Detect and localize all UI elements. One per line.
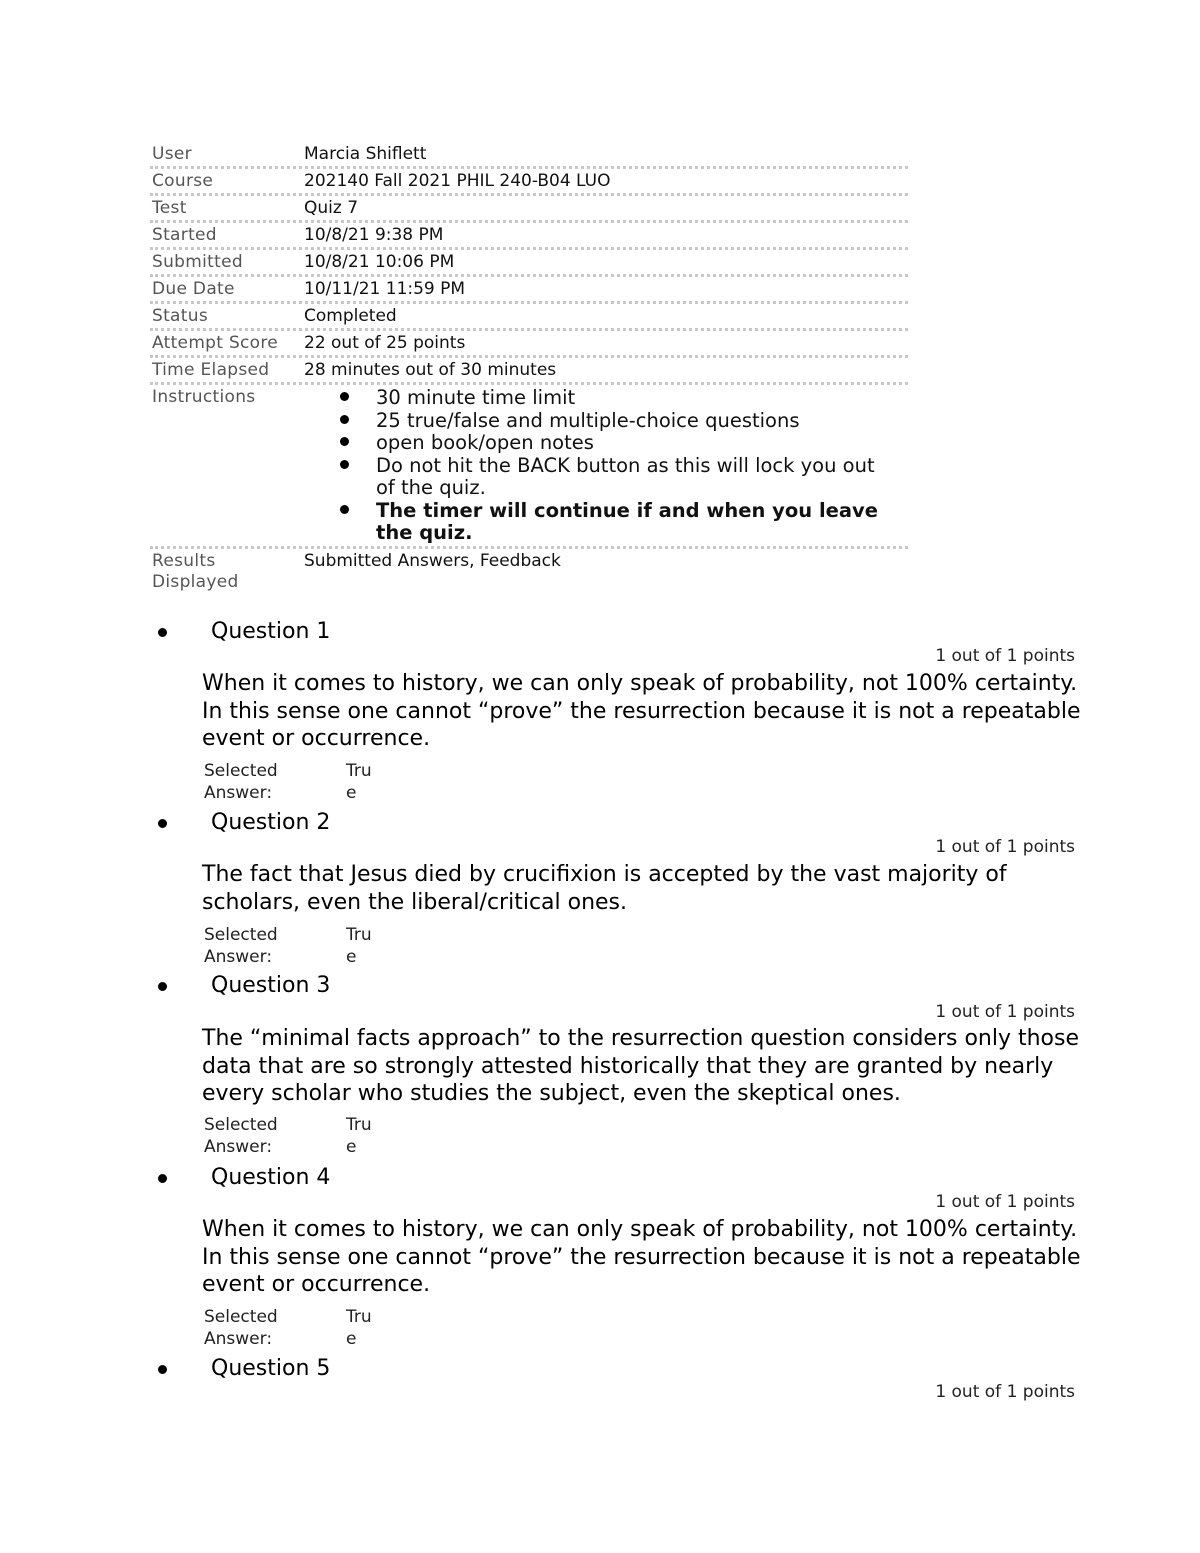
answer-value-line: Tru bbox=[346, 1307, 372, 1327]
question-header bbox=[158, 972, 330, 1000]
selected-answer-label bbox=[204, 1307, 346, 1350]
answer-value-line: Tru bbox=[346, 925, 372, 945]
selected-answer-label bbox=[204, 925, 346, 968]
summary-value: 202140 Fall 2021 PHIL 240-B04 LUO bbox=[304, 171, 611, 191]
bullet-icon bbox=[158, 819, 167, 828]
selected-answer bbox=[204, 1115, 380, 1158]
selected-answer bbox=[204, 925, 380, 968]
selected-answer-label bbox=[204, 761, 346, 804]
selected-answer-value bbox=[346, 925, 380, 968]
selected-answer bbox=[204, 1307, 380, 1350]
question-title: Question 1 bbox=[211, 619, 331, 644]
question-points: 1 out of 1 points bbox=[935, 646, 1075, 666]
instruction-text: Do not hit the BACK button as this will lock you out of the quiz. bbox=[376, 453, 875, 499]
answer-label-line: Selected bbox=[204, 1307, 278, 1327]
answer-label-line: Selected bbox=[204, 925, 278, 945]
instruction-text: 30 minute time limit bbox=[376, 386, 576, 409]
selected-answer-value bbox=[346, 1307, 380, 1350]
summary-row-submitted bbox=[150, 250, 908, 277]
answer-label-line: Answer: bbox=[204, 782, 273, 803]
summary-label bbox=[150, 551, 304, 593]
summary-label: Course bbox=[152, 171, 214, 191]
instruction-item bbox=[340, 410, 888, 433]
results-label-line: Results bbox=[152, 550, 216, 571]
summary-value: 10/8/21 9:38 PM bbox=[304, 225, 444, 245]
question-header bbox=[158, 1164, 330, 1192]
summary-value: Marcia Shiflett bbox=[304, 144, 427, 164]
summary-label: Submitted bbox=[152, 252, 243, 272]
question-title: Question 3 bbox=[211, 973, 331, 998]
answer-label-line: Answer: bbox=[204, 1328, 273, 1349]
question-points: 1 out of 1 points bbox=[935, 1192, 1075, 1212]
summary-row-due-date bbox=[150, 277, 908, 304]
question-text: The fact that Jesus died by crucifixion is accepted by the vast majority of scholars, even the liberal/critical ones. bbox=[202, 862, 1007, 915]
summary-value: Submitted Answers, Feedback bbox=[304, 550, 561, 571]
bullet-icon bbox=[158, 1174, 167, 1183]
summary-row-status bbox=[150, 304, 908, 331]
instructions-list bbox=[304, 387, 908, 545]
instruction-item bbox=[340, 500, 888, 545]
question-title: Question 2 bbox=[211, 810, 331, 835]
instruction-item bbox=[340, 455, 888, 500]
summary-value: Quiz 7 bbox=[304, 198, 359, 218]
results-label-line: Displayed bbox=[152, 571, 239, 592]
answer-value-line: Tru bbox=[346, 761, 372, 781]
question-header bbox=[158, 1355, 330, 1383]
question-points: 1 out of 1 points bbox=[935, 1382, 1075, 1402]
question-title: Question 5 bbox=[211, 1356, 331, 1381]
summary-label: Attempt Score bbox=[152, 333, 279, 353]
summary-row-attempt-score bbox=[150, 331, 908, 358]
summary-row-test bbox=[150, 196, 908, 223]
bullet-icon bbox=[340, 505, 349, 514]
answer-value-line: e bbox=[346, 946, 357, 967]
selected-answer-value bbox=[346, 1115, 380, 1158]
answer-label-line: Selected bbox=[204, 1115, 278, 1135]
summary-label: Instructions bbox=[152, 387, 256, 407]
summary-row-user bbox=[150, 142, 908, 169]
summary-label: User bbox=[152, 144, 192, 164]
question-title: Question 4 bbox=[211, 1165, 331, 1190]
question-points: 1 out of 1 points bbox=[935, 1002, 1075, 1022]
summary-label: Started bbox=[152, 225, 217, 245]
summary-row-results-displayed bbox=[150, 549, 908, 594]
answer-label-line: Answer: bbox=[204, 946, 273, 967]
instructions-cell bbox=[304, 387, 908, 545]
answer-label-line: Selected bbox=[204, 761, 278, 781]
selected-answer-label bbox=[204, 1115, 346, 1158]
instruction-text: 25 true/false and multiple-choice questions bbox=[376, 408, 800, 432]
summary-label: Test bbox=[152, 198, 187, 218]
summary-value: 10/8/21 10:06 PM bbox=[304, 252, 455, 272]
summary-value: 10/11/21 11:59 PM bbox=[304, 279, 466, 299]
question-text: When it comes to history, we can only speak of probability, not 100% certainty. In this sense one cannot “prove” the resurrection because it is not a repeatable event or occurrence. bbox=[202, 1217, 1081, 1297]
summary-value: 28 minutes out of 30 minutes bbox=[304, 360, 557, 380]
selected-answer bbox=[204, 761, 380, 804]
bullet-icon bbox=[158, 982, 167, 991]
answer-value-line: e bbox=[346, 1328, 357, 1349]
summary-row-started bbox=[150, 223, 908, 250]
bullet-icon bbox=[340, 437, 349, 446]
answer-label-line: Answer: bbox=[204, 1136, 273, 1157]
bullet-icon bbox=[158, 1365, 167, 1374]
question-header bbox=[158, 809, 330, 837]
summary-value: 22 out of 25 points bbox=[304, 333, 466, 353]
summary-row-instructions bbox=[150, 385, 908, 549]
summary-label: Due Date bbox=[152, 279, 235, 299]
answer-value-line: Tru bbox=[346, 1115, 372, 1135]
bullet-icon bbox=[340, 460, 349, 469]
summary-value: Completed bbox=[304, 306, 397, 326]
instruction-text: The timer will continue if and when you leave the quiz. bbox=[376, 498, 878, 544]
instruction-item bbox=[340, 387, 888, 410]
selected-answer-value bbox=[346, 761, 380, 804]
attempt-summary-table bbox=[150, 142, 908, 594]
bullet-icon bbox=[340, 415, 349, 424]
question-points: 1 out of 1 points bbox=[935, 837, 1075, 857]
question-text: When it comes to history, we can only speak of probability, not 100% certainty. In this sense one cannot “prove” the resurrection because it is not a repeatable event or occurrence. bbox=[202, 671, 1081, 751]
instruction-item bbox=[340, 432, 888, 455]
instruction-text: open book/open notes bbox=[376, 431, 594, 454]
bullet-icon bbox=[340, 392, 349, 401]
question-text: The “minimal facts approach” to the resurrection question considers only those data that are so strongly attested historically that they are granted by nearly every scholar who studies the subject, even the skeptical ones. bbox=[202, 1026, 1080, 1106]
question-header bbox=[158, 618, 330, 646]
answer-value-line: e bbox=[346, 1136, 357, 1157]
summary-label: Status bbox=[152, 306, 208, 326]
bullet-icon bbox=[158, 628, 167, 637]
summary-label: Time Elapsed bbox=[152, 360, 270, 380]
answer-value-line: e bbox=[346, 782, 357, 803]
summary-row-time-elapsed bbox=[150, 358, 908, 385]
summary-row-course bbox=[150, 169, 908, 196]
